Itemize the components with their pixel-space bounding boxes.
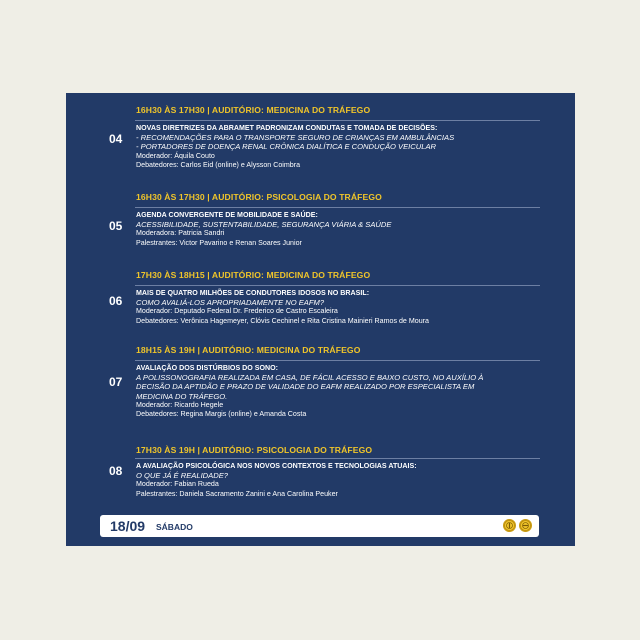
session-number: 07 xyxy=(109,375,123,389)
session-title: AGENDA CONVERGENTE DE MOBILIDADE E SAÚDE: xyxy=(136,211,318,219)
footer-day: SÁBADO xyxy=(156,522,193,532)
divider xyxy=(135,285,540,286)
badges xyxy=(503,519,532,532)
session-number: 08 xyxy=(109,464,123,478)
divider xyxy=(135,458,540,459)
session-body xyxy=(136,462,536,499)
session-time: 17H30 ÀS 18H15 | AUDITÓRIO: MEDICINA DO TRÁFEGO xyxy=(136,270,371,280)
moderator: Moderador: Deputado Federal Dr. Frederico de Castro Escaleira xyxy=(136,307,338,316)
moderator: Moderador: Fabian Rueda xyxy=(136,480,219,489)
session-body xyxy=(136,211,536,248)
session-topic-line: O QUE JÁ É REALIDADE? xyxy=(136,471,228,480)
session-topic-line: DECISÃO DA APTIDÃO E PRAZO DE VALIDADE DO EAFM REALIZADO POR ESPECIALISTA EM xyxy=(136,382,475,392)
divider xyxy=(135,360,540,361)
panelists: Debatedores: Verônica Hagemeyer, Clóvis Cechinel e Rita Cristina Mainieri Ramos de Moura xyxy=(136,316,429,325)
moderator: Moderador: Ricardo Hegele xyxy=(136,400,224,409)
session-topic-line: COMO AVALIÁ-LOS APROPRIADAMENTE NO EAFM? xyxy=(136,298,325,307)
session-number: 05 xyxy=(109,219,123,233)
divider xyxy=(135,207,540,208)
program-panel xyxy=(66,93,575,546)
session-body xyxy=(136,364,536,419)
session-topic-line: ACESSIBILIDADE, SUSTENTABILIDADE, SEGURANÇA VIÁRIA & SAÚDE xyxy=(136,220,392,229)
abramet-seal-icon xyxy=(503,519,516,532)
session-title: AVALIAÇÃO DOS DISTÚRBIOS DO SONO: xyxy=(136,364,279,372)
session-topic-line: - PORTADORES DE DOENÇA RENAL CRÔNICA DIALÍTICA E CONDUÇÃO VEICULAR xyxy=(136,142,437,152)
session-number: 06 xyxy=(109,294,123,308)
session-time: 18H15 ÀS 19H | AUDITÓRIO: MEDICINA DO TRÁFEGO xyxy=(136,345,361,355)
session-time: 17H30 ÀS 19H | AUDITÓRIO: PSICOLOGIA DO TRÁFEGO xyxy=(136,445,373,455)
session-time: 16H30 ÀS 17H30 | AUDITÓRIO: PSICOLOGIA DO TRÁFEGO xyxy=(136,192,382,202)
session-topic-line: - RECOMENDAÇÕES PARA O TRANSPORTE SEGURO DE CRIANÇAS EM AMBULÂNCIAS xyxy=(136,133,455,142)
session-title: A AVALIAÇÃO PSICOLÓGICA NOS NOVOS CONTEXTOS E TECNOLOGIAS ATUAIS: xyxy=(136,462,417,470)
date-footer xyxy=(100,515,539,537)
partner-seal-icon xyxy=(519,519,532,532)
session-time: 16H30 ÀS 17H30 | AUDITÓRIO: MEDICINA DO TRÁFEGO xyxy=(136,105,371,115)
session-body xyxy=(136,124,536,170)
moderator: Moderadora: Patricia Sandri xyxy=(136,229,225,238)
panelists: Palestrantes: Victor Pavarino e Renan Soares Junior xyxy=(136,238,302,247)
divider xyxy=(135,120,540,121)
session-body xyxy=(136,289,536,326)
session-title: MAIS DE QUATRO MILHÕES DE CONDUTORES IDOSOS NO BRASIL: xyxy=(136,289,370,297)
panelists: Palestrantes: Daniela Sacramento Zanini e Ana Carolina Peuker xyxy=(136,489,338,498)
panelists: Debatedores: Regina Margis (online) e Amanda Costa xyxy=(136,410,307,419)
session-topic-line: A POLISSONOGRAFIA REALIZADA EM CASA, DE FÁCIL ACESSO E BAIXO CUSTO, NO AUXÍLIO À xyxy=(136,373,484,382)
session-title: NOVAS DIRETRIZES DA ABRAMET PADRONIZAM CONDUTAS E TOMADA DE DECISÕES: xyxy=(136,124,438,132)
session-topic-line: MEDICINA DO TRÁFEGO. xyxy=(136,391,228,401)
moderator: Moderador: Áquila Couto xyxy=(136,151,215,160)
footer-date: 18/09 xyxy=(110,518,146,534)
session-number: 04 xyxy=(109,132,123,146)
panelists: Debatedores: Carlos Eid (online) e Alysson Coimbra xyxy=(136,160,301,169)
